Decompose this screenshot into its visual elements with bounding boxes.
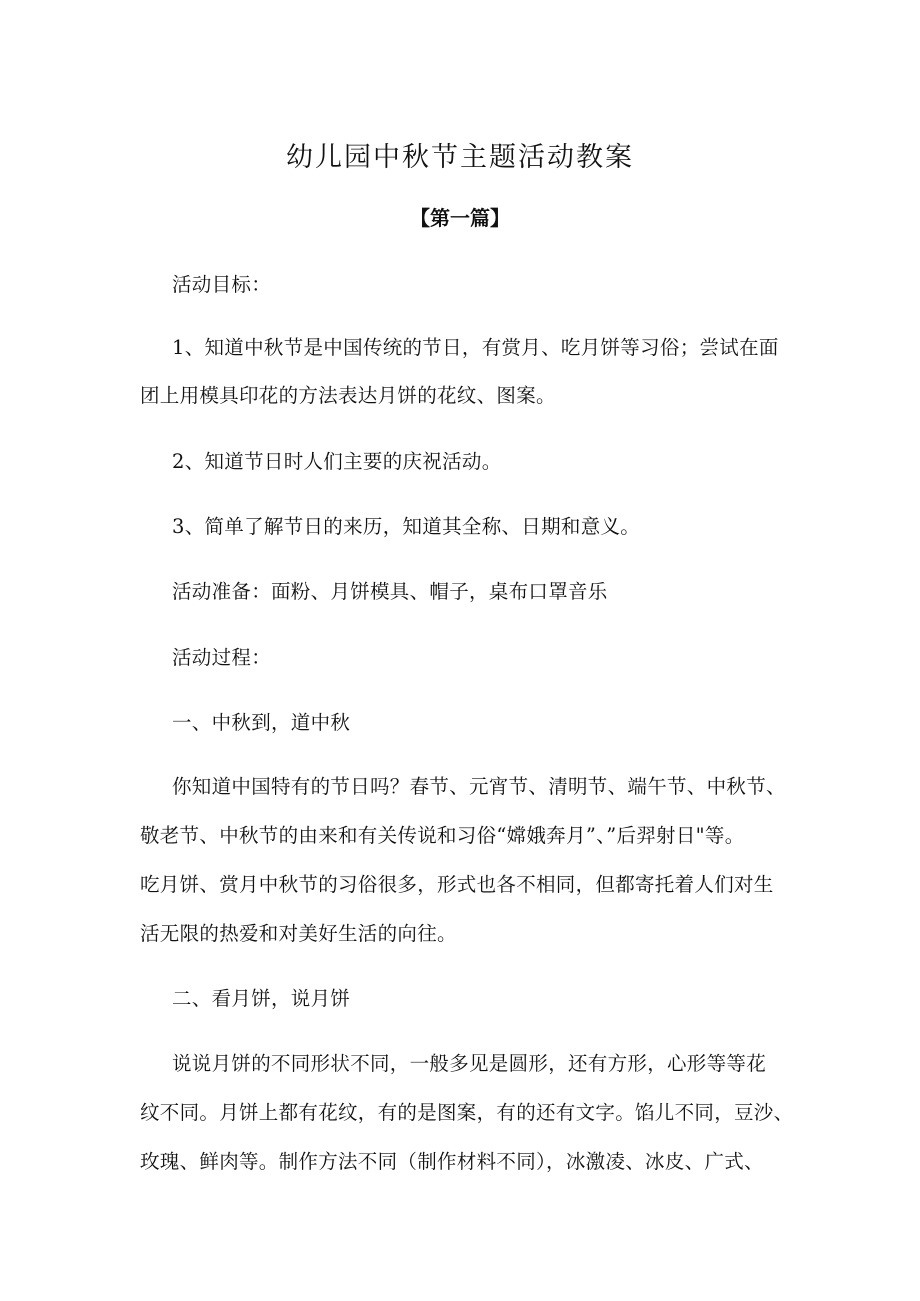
process-heading: 活动过程： (172, 646, 272, 669)
document-title: 幼儿园中秋节主题活动教案 (286, 142, 634, 173)
goal-1-line-2: 团上用模具印花的方法表达月饼的花纹、图案。 (140, 384, 556, 407)
paragraph-line: 吃月饼、赏月中秋节的习俗很多，形式也各不相同，但都寄托着人们对生 (140, 873, 774, 896)
paragraph-line: 你知道中国特有的节日吗？春节、元宵节、清明节、端午节、中秋节、 (172, 775, 786, 798)
paragraph-line: 活无限的热爱和对美好生活的向往。 (140, 922, 457, 945)
goal-2: 2、知道节日时人们主要的庆祝活动。 (172, 450, 502, 473)
goals-heading: 活动目标： (172, 273, 272, 296)
paragraph-line: 说说月饼的不同形状不同，一般多见是圆形，还有方形，心形等等花 (172, 1052, 767, 1075)
preparation: 活动准备：面粉、月饼模具、帽子，桌布口罩音乐 (172, 580, 608, 603)
paragraph-line: 玫瑰、鲜肉等。制作方法不同（制作材料不同），冰激凌、冰皮、广式、 (140, 1150, 764, 1173)
goal-3: 3、简单了解节日的来历，知道其全称、日期和意义。 (172, 515, 641, 538)
goal-1-line-1: 1、知道中秋节是中国传统的节日，有赏月、吃月饼等习俗；尝试在面 (172, 336, 779, 359)
paragraph-line: 纹不同。月饼上都有花纹，有的是图案，有的还有文字。馅儿不同，豆沙、 (140, 1101, 794, 1124)
paragraph-line: 敬老节、中秋节的由来和有关传说和习俗“嫦娥奔月”、”后羿射日"等。 (140, 824, 745, 847)
step-1-heading: 一、中秋到，道中秋 (172, 711, 351, 734)
section-label: 【第一篇】 (410, 206, 510, 230)
step-2-heading: 二、看月饼，说月饼 (172, 987, 351, 1010)
